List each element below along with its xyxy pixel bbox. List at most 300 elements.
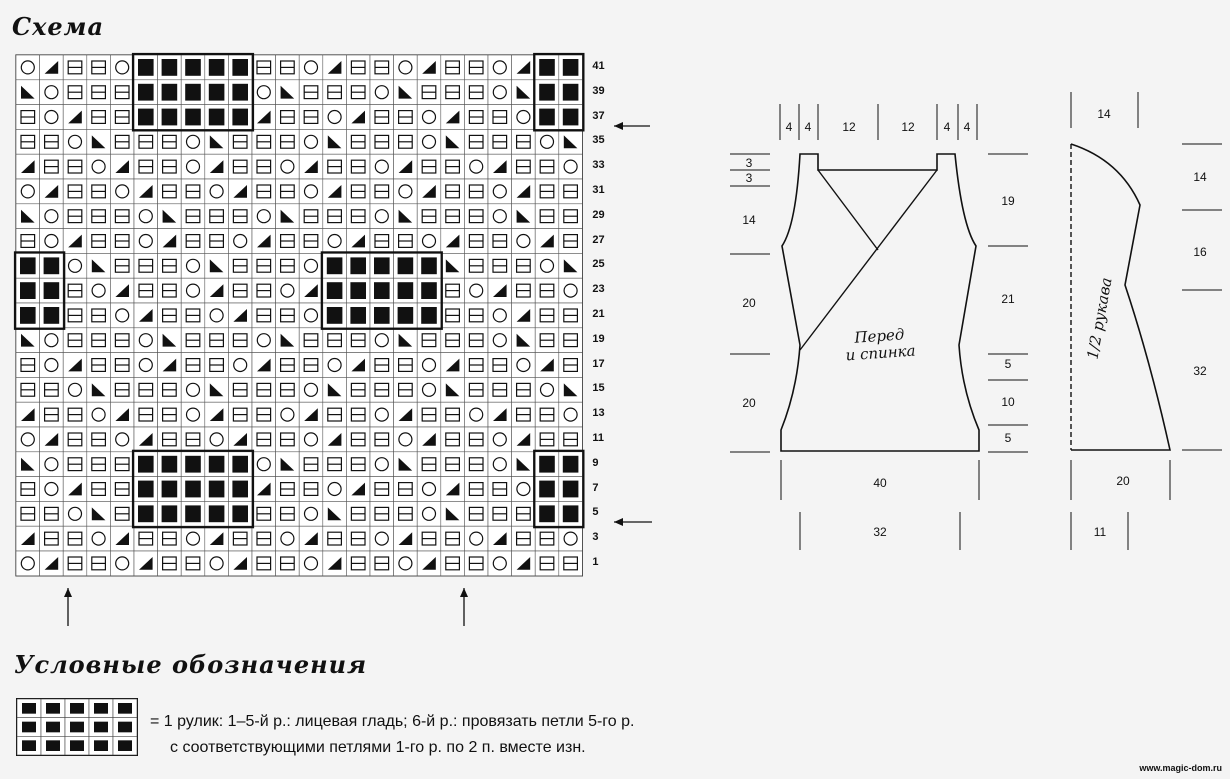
arrow-repeat-end-head <box>460 588 468 597</box>
bump-stitch-symbol <box>185 109 201 126</box>
grid-cell <box>488 551 512 576</box>
bump-stitch-symbol <box>138 109 154 126</box>
row-number: 5 <box>592 506 599 519</box>
grid-cell <box>181 526 205 551</box>
fb-top-width-6: 4 <box>963 120 971 134</box>
grid-cell <box>512 328 536 353</box>
bump-stitch-symbol <box>398 307 414 324</box>
fb-top-width-3: 12 <box>842 120 856 134</box>
bump-stitch-symbol <box>44 307 60 324</box>
bump-stitch-symbol <box>421 282 437 299</box>
grid-cell <box>110 526 134 551</box>
grid-cell <box>394 427 418 452</box>
grid-cell <box>559 278 583 303</box>
grid-cell <box>488 427 512 452</box>
grid-cell <box>441 105 465 130</box>
row-number: 11 <box>592 432 605 444</box>
bump-stitch-symbol <box>374 282 390 299</box>
row-number: 9 <box>592 456 599 469</box>
wrap-line-1 <box>818 170 878 250</box>
grid-cell <box>370 452 394 477</box>
grid-cell <box>16 179 40 204</box>
bump-stitch-symbol <box>185 505 201 522</box>
bump-stitch-symbol <box>374 307 390 324</box>
fb-right-height-1: 19 <box>1001 194 1015 208</box>
bump-stitch-symbol <box>232 456 248 473</box>
grid-cell <box>512 353 536 378</box>
grid-cell <box>205 427 229 452</box>
grid-cell <box>394 204 418 229</box>
grid-cell <box>134 204 158 229</box>
bump-stitch-symbol <box>232 481 248 498</box>
grid-cell <box>63 501 87 526</box>
grid-cell <box>110 427 134 452</box>
grid-cell <box>181 129 205 154</box>
grid-cell <box>323 353 347 378</box>
grid-cell <box>394 551 418 576</box>
row-number: 35 <box>592 134 605 147</box>
grid-cell <box>276 328 300 353</box>
grid-cell <box>299 551 323 576</box>
grid-cell <box>228 229 252 254</box>
row-number: 17 <box>592 357 605 370</box>
grid-cell <box>205 303 229 328</box>
grid-cell <box>205 129 229 154</box>
bump-stitch-symbol <box>162 109 178 126</box>
grid-cell <box>512 452 536 477</box>
scheme-title: Схема <box>12 12 105 41</box>
grid-cell <box>276 526 300 551</box>
grid-cell <box>299 427 323 452</box>
fb-right-height-5: 5 <box>1004 431 1012 445</box>
grid-cell <box>110 278 134 303</box>
row-number: 39 <box>592 84 605 97</box>
grid-cell <box>205 253 229 278</box>
sleeve-top-width: 14 <box>1097 107 1111 121</box>
grid-cell <box>417 501 441 526</box>
grid-cell <box>252 328 276 353</box>
grid-cell <box>299 129 323 154</box>
bump-stitch-symbol <box>44 257 60 274</box>
grid-cell <box>40 105 64 130</box>
front-back-label-line1: Перед <box>853 325 905 347</box>
fb-top-width-5: 4 <box>943 120 951 134</box>
grid-cell <box>441 377 465 402</box>
bump-stitch-symbol <box>350 282 366 299</box>
grid-cell <box>512 105 536 130</box>
bump-stitch-symbol <box>232 84 248 101</box>
grid-cell <box>134 328 158 353</box>
legend-bump-square <box>22 740 36 751</box>
grid-cell <box>464 402 488 427</box>
grid-cell <box>370 526 394 551</box>
legend-bump-square <box>46 740 60 751</box>
grid-cell <box>252 229 276 254</box>
grid-cell <box>181 402 205 427</box>
grid-cell <box>394 55 418 80</box>
grid-cell <box>441 477 465 502</box>
grid-cell <box>417 377 441 402</box>
grid-cell <box>134 353 158 378</box>
grid-cell <box>87 501 111 526</box>
grid-cell <box>40 452 64 477</box>
grid-cell <box>488 303 512 328</box>
row-number: 33 <box>592 159 605 172</box>
grid-cell <box>181 377 205 402</box>
grid-cell <box>512 229 536 254</box>
front-back-label-line2: и спинка <box>845 341 917 365</box>
grid-cell <box>370 80 394 105</box>
row-number: 3 <box>592 531 599 544</box>
grid-cell <box>276 204 300 229</box>
grid-cell <box>488 80 512 105</box>
grid-cell <box>16 427 40 452</box>
grid-cell <box>16 526 40 551</box>
grid-cell <box>63 253 87 278</box>
sleeve-right-height-2: 16 <box>1193 245 1207 259</box>
grid-cell <box>323 377 347 402</box>
bump-stitch-symbol <box>563 481 579 498</box>
bump-stitch-symbol <box>327 307 343 324</box>
grid-cell <box>158 328 182 353</box>
grid-cell <box>181 278 205 303</box>
bump-stitch-symbol <box>398 282 414 299</box>
bump-stitch-symbol <box>421 257 437 274</box>
grid-cell <box>488 154 512 179</box>
grid-cell <box>441 229 465 254</box>
bump-stitch-symbol <box>539 481 555 498</box>
row-number: 37 <box>592 109 605 122</box>
grid-cell <box>488 204 512 229</box>
grid-cell <box>512 477 536 502</box>
legend-bump-square <box>22 722 36 733</box>
row-number: 27 <box>592 233 605 246</box>
grid-cell <box>63 377 87 402</box>
grid-cell <box>87 154 111 179</box>
row-number: 7 <box>592 481 599 494</box>
fb-right-height-2: 21 <box>1001 292 1015 306</box>
bump-stitch-symbol <box>539 456 555 473</box>
grid-cell <box>276 452 300 477</box>
bump-stitch-symbol <box>185 481 201 498</box>
fb-bottom-width: 40 <box>873 476 887 490</box>
bump-stitch-symbol <box>539 59 555 76</box>
grid-cell <box>535 253 559 278</box>
grid-cell <box>417 353 441 378</box>
bump-stitch-symbol <box>563 59 579 76</box>
bump-stitch-symbol <box>563 505 579 522</box>
grid-cell <box>16 328 40 353</box>
grid-cell <box>323 501 347 526</box>
grid-cell <box>394 452 418 477</box>
grid-cell <box>252 452 276 477</box>
legend-bump-square <box>70 740 84 751</box>
fb-left-height-5: 20 <box>742 396 756 410</box>
row-number: 25 <box>592 258 605 271</box>
bump-stitch-symbol <box>162 481 178 498</box>
bump-stitch-symbol <box>209 109 225 126</box>
grid-cell <box>417 477 441 502</box>
grid-cell <box>417 129 441 154</box>
grid-cell <box>87 278 111 303</box>
fb-left-height-3: 14 <box>742 213 756 227</box>
bump-stitch-symbol <box>20 257 36 274</box>
fb-left-height-2: 3 <box>745 171 753 185</box>
fb-bottom-inner: 32 <box>873 525 887 539</box>
bump-stitch-symbol <box>138 84 154 101</box>
grid-cell <box>40 229 64 254</box>
bump-stitch-symbol <box>162 84 178 101</box>
bump-stitch-symbol <box>327 257 343 274</box>
grid-cell <box>488 278 512 303</box>
grid-cell <box>441 501 465 526</box>
grid-cell <box>205 551 229 576</box>
grid-cell <box>394 328 418 353</box>
bump-stitch-symbol <box>162 505 178 522</box>
front-back-outline <box>781 154 979 451</box>
arrow-row-5-head <box>614 518 623 526</box>
grid-cell <box>370 154 394 179</box>
grid-cell <box>16 452 40 477</box>
fb-left-height-4: 20 <box>742 296 756 310</box>
grid-cell <box>488 402 512 427</box>
row-number: 41 <box>592 60 605 72</box>
bump-stitch-symbol <box>232 59 248 76</box>
bump-stitch-symbol <box>44 282 60 299</box>
grid-cell <box>464 154 488 179</box>
bump-stitch-symbol <box>209 481 225 498</box>
grid-cell <box>370 328 394 353</box>
grid-cell <box>40 179 64 204</box>
grid-cell <box>512 80 536 105</box>
grid-cell <box>40 427 64 452</box>
legend-bump-square <box>70 722 84 733</box>
grid-cell <box>535 377 559 402</box>
bump-stitch-symbol <box>421 307 437 324</box>
grid-cell <box>110 551 134 576</box>
fb-top-width-4: 12 <box>901 120 915 134</box>
bump-stitch-symbol <box>209 456 225 473</box>
website-credit: www.magic-dom.ru <box>1139 763 1222 773</box>
bump-stitch-symbol <box>20 307 36 324</box>
grid-cell <box>87 253 111 278</box>
fb-left-height-1: 3 <box>745 156 753 170</box>
row-number: 29 <box>592 208 605 221</box>
bump-stitch-symbol <box>138 456 154 473</box>
sleeve-label: 1/2 рукава <box>1083 276 1116 361</box>
grid-cell <box>464 278 488 303</box>
bump-stitch-symbol <box>209 84 225 101</box>
grid-cell <box>299 501 323 526</box>
sleeve-right-height-3: 32 <box>1193 364 1207 378</box>
grid-cell <box>252 353 276 378</box>
bump-stitch-symbol <box>162 456 178 473</box>
row-number: 15 <box>592 382 605 395</box>
grid-cell <box>134 229 158 254</box>
grid-cell <box>299 526 323 551</box>
grid-cell <box>276 278 300 303</box>
fb-top-width-1: 4 <box>785 120 793 134</box>
bump-stitch-symbol <box>232 505 248 522</box>
bump-stitch-symbol <box>138 481 154 498</box>
grid-cell <box>323 105 347 130</box>
grid-cell <box>488 526 512 551</box>
grid-cell <box>417 229 441 254</box>
grid-cell <box>535 129 559 154</box>
row-number: 23 <box>592 283 605 296</box>
grid-cell <box>441 353 465 378</box>
legend-bump-icon <box>16 698 138 758</box>
grid-cell <box>488 328 512 353</box>
grid-cell <box>512 204 536 229</box>
grid-cell <box>394 179 418 204</box>
grid-cell <box>370 204 394 229</box>
fb-right-height-4: 10 <box>1001 395 1015 409</box>
grid-cell <box>299 55 323 80</box>
grid-cell <box>110 55 134 80</box>
legend-bump-square <box>22 703 36 714</box>
grid-cell <box>134 179 158 204</box>
grid-cell <box>417 105 441 130</box>
legend-bump-square <box>70 703 84 714</box>
wrap-line-2 <box>800 170 937 350</box>
grid-cell <box>323 427 347 452</box>
fb-top-width-2: 4 <box>804 120 812 134</box>
grid-cell <box>323 179 347 204</box>
sleeve-bottom-inner: 11 <box>1093 525 1107 539</box>
grid-cell <box>205 377 229 402</box>
grid-cell <box>488 55 512 80</box>
grid-cell <box>299 253 323 278</box>
sleeve-right-height-1: 14 <box>1193 170 1207 184</box>
legend-bump-square <box>94 722 108 733</box>
bump-stitch-symbol <box>563 109 579 126</box>
legend-title: Условные обозначения <box>14 650 368 679</box>
legend-bump-square <box>94 740 108 751</box>
pattern-grid <box>15 54 583 576</box>
grid-cell <box>464 526 488 551</box>
grid-cell <box>16 551 40 576</box>
legend-bump-square <box>46 722 60 733</box>
grid-cell <box>40 477 64 502</box>
grid-cell <box>276 80 300 105</box>
legend-line-2: с соответствующими петлями 1-го р. по 2 п. вместе изн. <box>170 739 586 756</box>
grid-cell <box>110 303 134 328</box>
bump-stitch-symbol <box>138 59 154 76</box>
grid-cell <box>252 477 276 502</box>
legend-bump-square <box>118 703 132 714</box>
arrow-repeat-start-head <box>64 588 72 597</box>
grid-cell <box>87 526 111 551</box>
grid-cell <box>181 253 205 278</box>
bump-stitch-symbol <box>327 282 343 299</box>
bump-stitch-symbol <box>350 257 366 274</box>
bump-stitch-symbol <box>162 59 178 76</box>
grid-cell <box>228 179 252 204</box>
bump-stitch-symbol <box>209 59 225 76</box>
sleeve-bottom-width: 20 <box>1116 474 1130 488</box>
row-number: 31 <box>592 184 605 196</box>
bump-stitch-symbol <box>539 109 555 126</box>
grid-cell <box>417 179 441 204</box>
bump-stitch-symbol <box>209 505 225 522</box>
grid-cell <box>441 253 465 278</box>
grid-cell <box>323 477 347 502</box>
bump-stitch-symbol <box>398 257 414 274</box>
grid-cell <box>110 402 134 427</box>
grid-cell <box>276 402 300 427</box>
grid-cell <box>40 204 64 229</box>
legend-line-1: = 1 рулик: 1–5-й р.: лицевая гладь; 6-й р.: провязать петли 5-го р. <box>150 713 635 730</box>
grid-cell <box>110 179 134 204</box>
bump-stitch-symbol <box>185 84 201 101</box>
bump-stitch-symbol <box>185 59 201 76</box>
grid-cell <box>488 452 512 477</box>
bump-stitch-symbol <box>232 109 248 126</box>
bump-stitch-symbol <box>350 307 366 324</box>
grid-cell <box>394 80 418 105</box>
grid-cell <box>40 328 64 353</box>
grid-cell <box>87 402 111 427</box>
grid-cell <box>299 377 323 402</box>
bump-stitch-symbol <box>539 505 555 522</box>
legend-bump-square <box>118 722 132 733</box>
grid-cell <box>181 154 205 179</box>
grid-cell <box>276 154 300 179</box>
bump-stitch-symbol <box>374 257 390 274</box>
bump-stitch-symbol <box>539 84 555 101</box>
grid-cell <box>87 377 111 402</box>
bump-stitch-symbol <box>138 505 154 522</box>
grid-cell <box>40 353 64 378</box>
grid-cell <box>87 129 111 154</box>
grid-cell <box>323 55 347 80</box>
bump-stitch-symbol <box>563 84 579 101</box>
grid-cell <box>394 526 418 551</box>
sleeve-outline <box>1071 144 1170 450</box>
bump-stitch-symbol <box>185 456 201 473</box>
legend-bump-square <box>46 703 60 714</box>
fb-right-height-3: 5 <box>1004 357 1012 371</box>
grid-cell <box>40 55 64 80</box>
grid-cell <box>299 179 323 204</box>
grid-cell <box>252 80 276 105</box>
grid-cell <box>559 526 583 551</box>
grid-cell <box>252 105 276 130</box>
arrow-row-35-head <box>614 122 623 130</box>
grid-cell <box>370 402 394 427</box>
grid-cell <box>252 204 276 229</box>
row-number: 21 <box>592 308 605 320</box>
grid-cell <box>205 179 229 204</box>
grid-cell <box>16 55 40 80</box>
grid-cell <box>488 179 512 204</box>
grid-cell <box>63 129 87 154</box>
grid-cell <box>559 402 583 427</box>
row-number: 1 <box>592 556 599 568</box>
grid-cell <box>228 353 252 378</box>
grid-cell <box>559 154 583 179</box>
grid-cell <box>323 229 347 254</box>
legend-bump-square <box>94 703 108 714</box>
row-number: 19 <box>592 332 605 345</box>
grid-cell <box>299 303 323 328</box>
bump-stitch-symbol <box>20 282 36 299</box>
row-number: 13 <box>592 407 605 420</box>
grid-cell <box>205 526 229 551</box>
bump-stitch-symbol <box>563 456 579 473</box>
legend-bump-square <box>118 740 132 751</box>
